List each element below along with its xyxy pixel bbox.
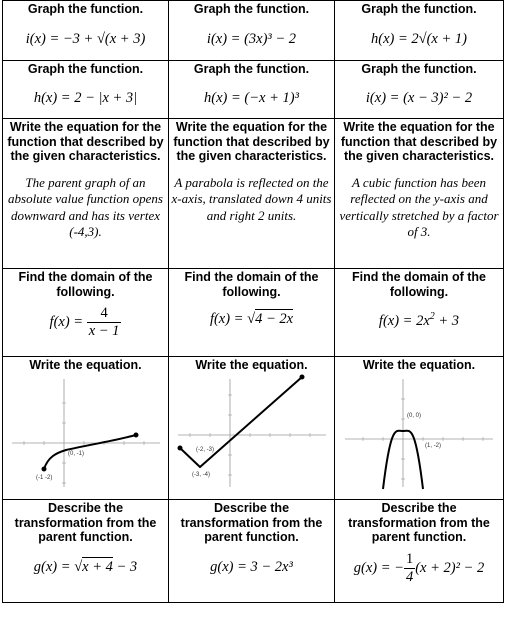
- cell-r4-c3: [335, 269, 504, 357]
- point-label: (0, -1): [67, 450, 84, 457]
- coordinate-axes: [178, 379, 326, 487]
- point-label: (0, 0): [407, 412, 422, 419]
- function-expression: [171, 311, 332, 328]
- function-expression: i(x) = −3 + √(x + 3): [25, 30, 146, 47]
- cell-r6-c3: [335, 500, 504, 603]
- cell-r5-c2: [169, 357, 335, 500]
- cell-r5-c3: [335, 357, 504, 500]
- cell-r1-c2: [169, 1, 335, 61]
- cell-heading: Describe the transformation from the parent function.: [348, 501, 490, 544]
- cell-heading: Write the equation for the function that described by the given characteristics.: [340, 120, 498, 163]
- expr-lhs: f(x) =: [49, 313, 84, 330]
- radical-sign: √: [247, 311, 256, 327]
- cell-heading: Write the equation.: [362, 358, 476, 372]
- cell-heading: Find the domain of the following.: [184, 270, 319, 299]
- expr-rest: − 3: [112, 558, 138, 575]
- curve-end-point: [133, 432, 138, 437]
- function-expression: [5, 559, 166, 576]
- cell-heading: Find the domain of the following.: [351, 270, 486, 299]
- characteristics-text: A parabola is reflected on the x-axis, translated down 4 units and right 2 units.: [171, 174, 332, 223]
- cell-r2-c2: [169, 61, 335, 119]
- exponent: 2: [429, 311, 435, 322]
- worksheet-row-5: [3, 357, 504, 500]
- fraction-numerator: 1: [405, 550, 414, 567]
- cell-r2-c3: [335, 61, 504, 119]
- parabola-graph: [341, 373, 497, 491]
- cell-heading: Write the equation for the function that described by the given characteristics.: [7, 120, 164, 163]
- curve-start-point: [41, 466, 46, 471]
- function-expression: [5, 305, 166, 340]
- function-expression: h(x) = 2√(x + 1): [371, 30, 467, 47]
- cell-r3-c3: [335, 119, 504, 269]
- coordinate-axes: [12, 379, 160, 487]
- point-label: (-2, -3): [195, 446, 214, 453]
- cell-r3-c2: [169, 119, 335, 269]
- fraction-denominator: x − 1: [88, 323, 120, 339]
- cell-r3-c1: [3, 119, 169, 269]
- characteristics-text: A cubic function has been reflected on the y-axis and vertically stretched by a factor of 3.: [339, 174, 499, 239]
- expr-lhs: g(x) = −: [353, 559, 404, 576]
- cell-heading: Graph the function.: [361, 2, 477, 16]
- cell-heading: Describe the transformation from the parent function.: [14, 501, 157, 544]
- absolute-value-graph: [174, 373, 330, 491]
- radicand: 4 − 2x: [255, 311, 294, 327]
- expr-lhs: g(x) =: [33, 558, 75, 575]
- fraction-numerator: 4: [87, 305, 122, 323]
- characteristics-text: The parent graph of an absolute value function opens downward and has its vertex (-4,3).: [8, 174, 163, 239]
- cell-heading: Find the domain of the following.: [18, 270, 153, 299]
- worksheet-row-3: [3, 119, 504, 269]
- function-curve: [44, 435, 136, 469]
- cell-heading: Graph the function.: [361, 62, 477, 76]
- cell-r4-c2: [169, 269, 335, 357]
- cell-heading: Graph the function.: [193, 2, 310, 16]
- cell-heading: Describe the transformation from the parent function.: [180, 501, 323, 544]
- coordinate-axes: [345, 379, 493, 487]
- function-expression: i(x) = (x − 3)² − 2: [365, 89, 473, 106]
- point-label: (-3, -4): [191, 471, 210, 478]
- function-expression: i(x) = (3x)³ − 2: [206, 30, 297, 47]
- square-root-graph: [8, 373, 164, 491]
- function-curve: [180, 377, 302, 467]
- cell-r4-c1: [3, 269, 169, 357]
- expr-lhs: f(x) = 2x: [378, 312, 430, 329]
- point-label: (1, -2): [425, 442, 442, 449]
- fraction: [404, 551, 415, 586]
- cell-r5-c1: [3, 357, 169, 500]
- expr-rest: + 3: [434, 312, 460, 329]
- radicand: x + 4: [82, 558, 113, 575]
- function-expression: h(x) = (−x + 1)³: [204, 89, 299, 106]
- point-label: (-1 -2): [35, 474, 52, 481]
- cell-r1-c3: [335, 1, 504, 61]
- radical-sign: √: [74, 558, 83, 575]
- fraction: [87, 305, 122, 340]
- expr-rest: (x + 2)² − 2: [415, 559, 485, 576]
- worksheet-grid: [2, 0, 504, 603]
- worksheet-row-2: [3, 61, 504, 119]
- cell-r2-c1: [3, 61, 169, 119]
- fraction-denominator: 4: [405, 568, 414, 585]
- curve-start-point: [177, 445, 182, 450]
- cell-heading: Write the equation for the function that described by the given characteristics.: [173, 120, 330, 163]
- function-expression: [337, 311, 501, 330]
- function-expression: [337, 551, 501, 586]
- cell-heading: Graph the function.: [193, 62, 310, 76]
- cell-heading: Graph the function.: [27, 62, 144, 76]
- cell-r6-c2: [169, 500, 335, 603]
- function-expression: h(x) = 2 − |x + 3|: [33, 89, 138, 106]
- cell-heading: Graph the function.: [27, 2, 144, 16]
- cell-r1-c1: [3, 1, 169, 61]
- worksheet-row-4: [3, 269, 504, 357]
- cell-r6-c1: [3, 500, 169, 603]
- curve-end-point: [299, 374, 304, 379]
- cell-heading: Write the equation.: [195, 358, 308, 372]
- function-expression: g(x) = 3 − 2x³: [210, 558, 293, 575]
- worksheet-row-6: [3, 500, 504, 603]
- worksheet-row-1: [3, 1, 504, 61]
- expr-lhs: f(x) =: [209, 311, 248, 327]
- cell-heading: Write the equation.: [29, 358, 142, 372]
